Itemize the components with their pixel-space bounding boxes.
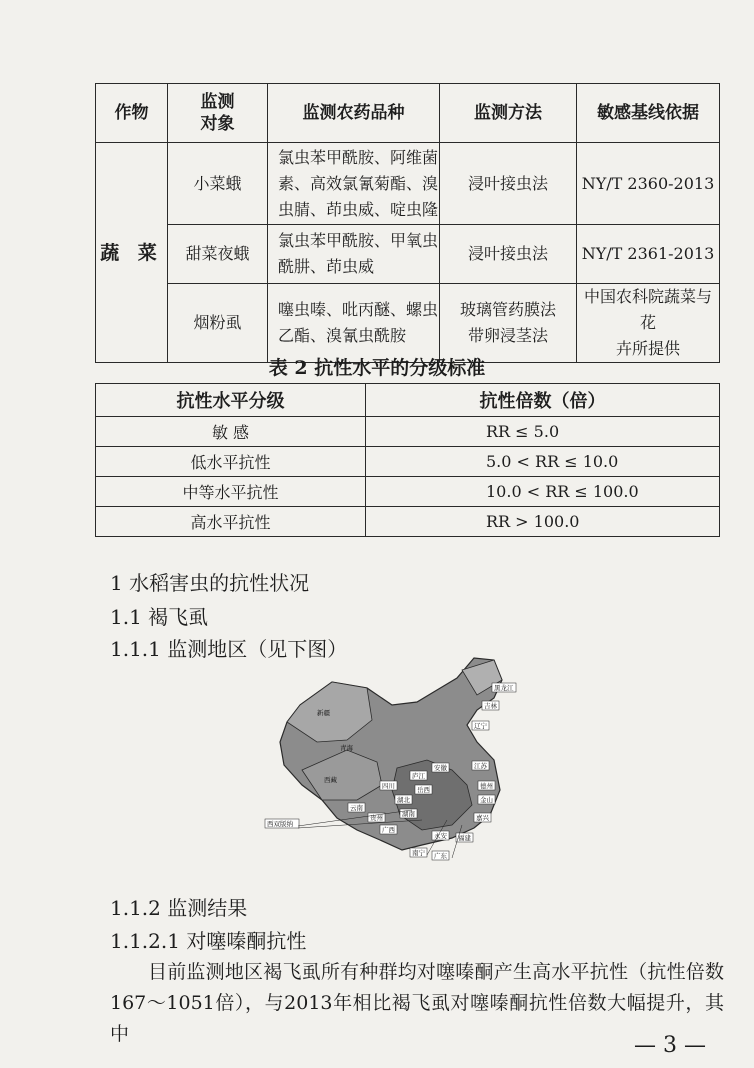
rr-cell: RR ≤ 5.0 <box>366 417 720 447</box>
method-cell: 浸叶接虫法 <box>440 143 577 225</box>
basis-cell: NY/T 2361-2013 <box>577 225 720 284</box>
map-label: 青海 <box>340 744 353 752</box>
map-label: 南宁 <box>412 849 425 857</box>
header-pesticides: 监测农药品种 <box>268 84 440 143</box>
map-label: 贵州 <box>370 814 383 822</box>
target-cell: 小菜蛾 <box>168 143 268 225</box>
map-label: 辽宁 <box>474 722 487 730</box>
map-label: 岳西 <box>417 786 430 794</box>
map-label: 湖北 <box>397 796 410 804</box>
table2-caption: 表 2 抗性水平的分级标准 <box>268 357 486 379</box>
map-label: 金山 <box>480 796 493 804</box>
map-label: 西藏 <box>324 776 337 784</box>
table-row <box>96 417 720 447</box>
map-label: 德州 <box>480 782 493 790</box>
header-multiple: 抗性倍数（倍） <box>366 384 720 417</box>
map-label: 四川 <box>382 782 395 790</box>
table-row <box>96 225 720 284</box>
map-outline <box>280 658 502 850</box>
section-heading-1-1: 1.1 褐飞虱 <box>110 605 209 629</box>
level-cell: 敏 感 <box>96 417 366 447</box>
pesticides-cell: 氯虫苯甲酰胺、阿维菌 素、高效氯氰菊酯、溴 虫腈、茚虫威、啶虫隆 <box>268 143 440 225</box>
header-basis: 敏感基线依据 <box>577 84 720 143</box>
map-label: 新疆 <box>317 709 330 717</box>
section-heading-1: 1 水稻害虫的抗性状况 <box>110 571 310 595</box>
target-cell: 烟粉虱 <box>168 284 268 363</box>
rr-cell: RR > 100.0 <box>366 507 720 537</box>
page-number: — 3 — <box>634 1033 706 1058</box>
table-row <box>96 447 720 477</box>
section-heading-1-1-2: 1.1.2 监测结果 <box>110 896 248 920</box>
header-level: 抗性水平分级 <box>96 384 366 417</box>
table-row <box>96 284 720 363</box>
header-target: 监测 对象 <box>168 84 268 143</box>
map-label: 庐江 <box>412 772 425 780</box>
basis-cell: NY/T 2360-2013 <box>577 143 720 225</box>
map-label: 江苏 <box>474 762 487 770</box>
map-label: 西双版纳 <box>267 820 293 828</box>
level-cell: 中等水平抗性 <box>96 477 366 507</box>
section-heading-1-1-1: 1.1.1 监测地区（见下图） <box>110 637 348 661</box>
resistance-level-table <box>95 383 720 537</box>
map-label: 广东 <box>434 852 447 860</box>
paragraph-results: 目前监测地区褐飞虱所有种群均对噻嗪酮产生高水平抗性（抗性倍数167～1051倍），与2013年相比褐飞虱对噻嗪酮抗性倍数大幅提升，其中 <box>110 961 724 1045</box>
map-label: 吉林 <box>484 702 497 710</box>
table-header-row <box>96 84 720 143</box>
level-cell: 低水平抗性 <box>96 447 366 477</box>
method-cell: 浸叶接虫法 <box>440 225 577 284</box>
map-label: 安徽 <box>434 764 447 772</box>
level-cell: 高水平抗性 <box>96 507 366 537</box>
map-label: 湖南 <box>402 810 415 818</box>
map-label: 福建 <box>458 834 471 842</box>
map-label: 永安 <box>434 832 447 840</box>
rr-cell: 10.0 < RR ≤ 100.0 <box>366 477 720 507</box>
table-row <box>96 143 720 225</box>
map-label: 嘉兴 <box>476 814 489 822</box>
pesticides-cell: 氯虫苯甲酰胺、甲氧虫 酰肼、茚虫威 <box>268 225 440 284</box>
map-label: 黑龙江 <box>494 684 514 692</box>
target-cell: 甜菜夜蛾 <box>168 225 268 284</box>
pesticide-monitoring-table <box>95 83 720 363</box>
pesticides-cell: 噻虫嗪、吡丙醚、螺虫 乙酯、溴氰虫酰胺 <box>268 284 440 363</box>
map-label: 云南 <box>350 804 363 812</box>
china-monitoring-map <box>262 650 562 878</box>
rr-cell: 5.0 < RR ≤ 10.0 <box>366 447 720 477</box>
crop-cell: 蔬 菜 <box>96 143 168 363</box>
table-header-row <box>96 384 720 417</box>
method-cell: 玻璃管药膜法 带卵浸茎法 <box>440 284 577 363</box>
header-crop: 作物 <box>96 84 168 143</box>
basis-cell: 中国农科院蔬菜与花 卉所提供 <box>577 284 720 363</box>
table-row <box>96 477 720 507</box>
header-method: 监测方法 <box>440 84 577 143</box>
table-row <box>96 507 720 537</box>
section-heading-1-1-2-1: 1.1.2.1 对噻嗪酮抗性 <box>110 929 307 953</box>
map-label: 广西 <box>382 826 395 834</box>
